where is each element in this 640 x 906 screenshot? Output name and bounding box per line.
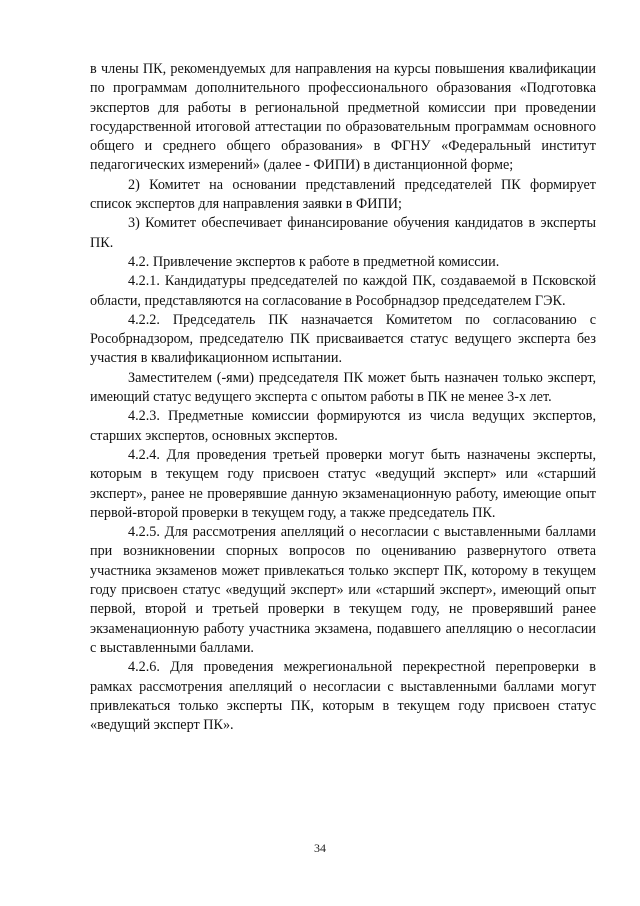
section-heading-4-2: 4.2. Привлечение экспертов к работе в предметной комиссии. <box>128 253 500 270</box>
paragraph-4-2-5: 4.2.5. Для рассмотрения апелляций о несогласии с выставленными баллами при возникновении спорных вопросов по оцениванию развернутого ответа участника экзаменов может привлекаться только эксперт ПК, которому в текущем году присвоен статус «ведущий эксперт» или «старший эксперт», имеющий опыт первой, второй и третьей проверки в текущем году, не проверявший ранее экзаменационную работу участника экзамена, подавшего апелляцию о несогласии с выставленными баллами. <box>90 524 596 656</box>
paragraph-4-2-4: 4.2.4. Для проведения третьей проверки могут быть назначены эксперты, которым в текущем году присвоен статус «ведущий эксперт» или «старший эксперт», ранее не проверявшие данную экзаменационную работу, имеющие опыт первой-второй проверки в текущем году, а также председатель ПК. <box>90 446 596 521</box>
paragraph-4-2-6: 4.2.6. Для проведения межрегиональной перекрестной перепроверки в рамках рассмотрения апелляций о несогласии с выставленными баллами могут привлекаться только эксперты ПК, которым в текущем году присвоен статус «ведущий эксперт ПК». <box>90 659 596 734</box>
document-body <box>90 60 596 735</box>
page-number: 34 <box>314 841 326 855</box>
paragraph-item-3: 3) Комитет обеспечивает финансирование обучения кандидатов в эксперты ПК. <box>90 215 596 251</box>
paragraph-item-2: 2) Комитет на основании представлений председателей ПК формирует список экспертов для направления заявки в ФИПИ; <box>90 176 596 213</box>
paragraph-deputy-chair: Заместителем (-ями) председателя ПК может быть назначен только эксперт, имеющий статус ведущего эксперта с опытом работы в ПК не менее 3-х лет. <box>90 369 596 406</box>
paragraph-continuation: в члены ПК, рекомендуемых для направления на курсы повышения квалификации по программам дополнительного профессионального образования «Подготовка экспертов для работы в региональной предметной комиссии при проведении государственной итоговой аттестации по образовательным программам основного общего и среднего общего образования» в ФГНУ «Федеральный институт педагогических измерений» (далее - ФИПИ) в дистанционной форме; <box>90 61 596 174</box>
paragraph-4-2-1: 4.2.1. Кандидатуры председателей по каждой ПК, создаваемой в Псковской области, представляются на согласование в Рособрнадзор председателем ГЭК. <box>90 273 596 309</box>
paragraph-4-2-3: 4.2.3. Предметные комиссии формируются из числа ведущих экспертов, старших экспертов, основных экспертов. <box>90 408 596 444</box>
paragraph-4-2-2: 4.2.2. Председатель ПК назначается Комитетом по согласованию с Рособрнадзором, председателю ПК присваивается статус ведущего эксперта без участия в квалификационном испытании. <box>90 311 596 367</box>
